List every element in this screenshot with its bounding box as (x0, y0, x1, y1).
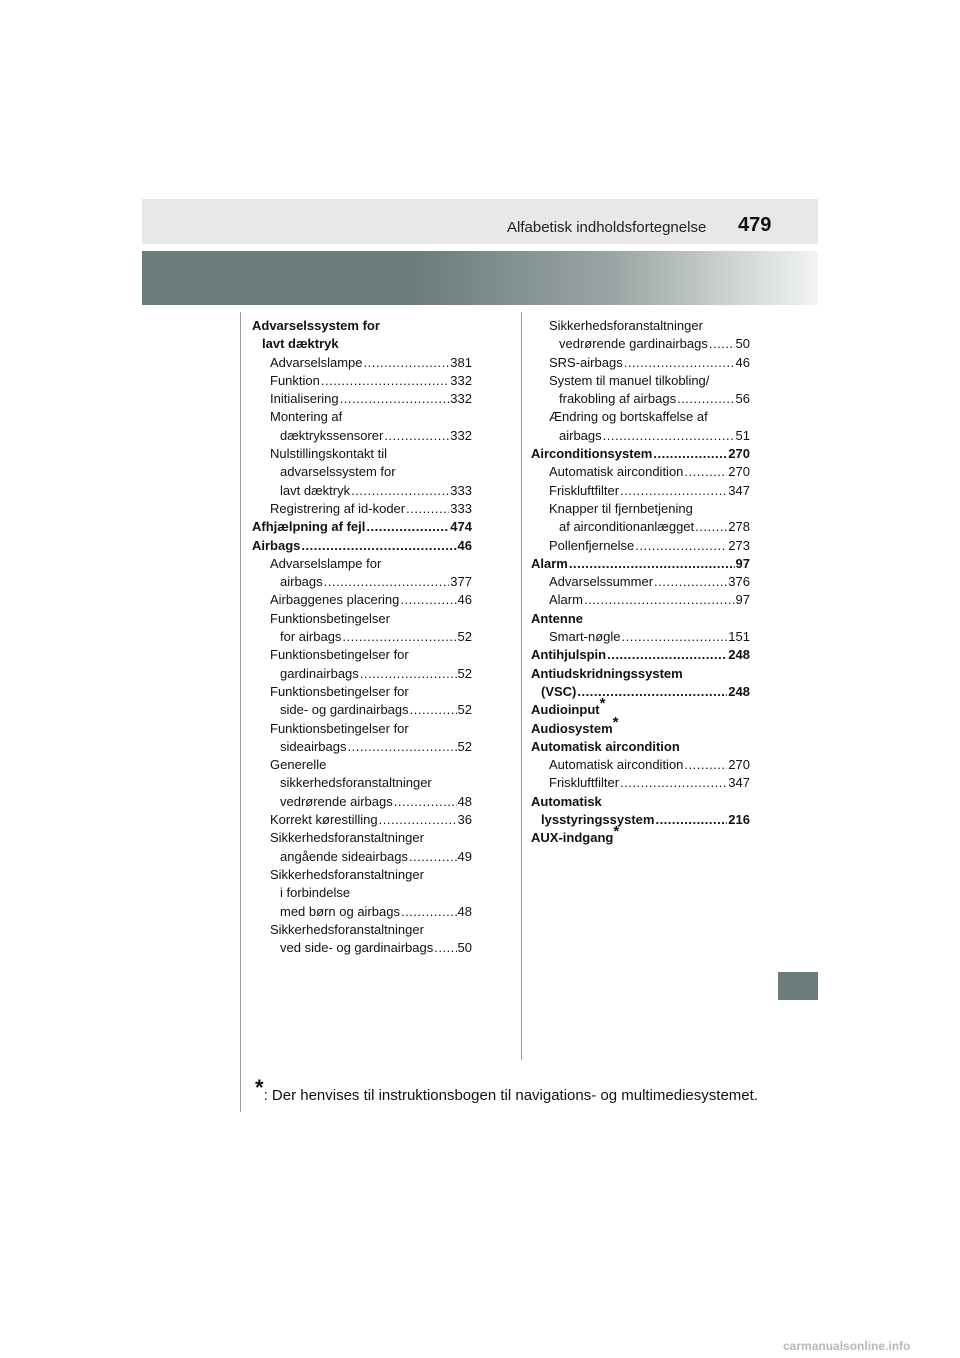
page-ref: 52 (457, 702, 472, 718)
index-entry (531, 774, 750, 792)
index-entry (531, 591, 750, 609)
dot-leader (607, 646, 727, 664)
index-heading (531, 793, 750, 811)
index-term: Airconditionsystem (531, 446, 653, 462)
index-term: Audioinput (531, 702, 600, 718)
page-ref: 270 (728, 446, 750, 462)
index-heading (531, 695, 750, 719)
dot-leader (409, 848, 457, 866)
page-ref: 51 (735, 427, 750, 443)
index-term: Automatisk aircondition (549, 464, 684, 480)
index-term: ved side- og gardinairbags (280, 940, 434, 956)
index-term: Funktionsbetingelser for (270, 683, 409, 699)
index-heading (252, 555, 472, 573)
dot-leader (654, 573, 727, 591)
index-entry (531, 518, 750, 536)
index-heading (252, 445, 472, 463)
footnote-marker: * (612, 713, 619, 731)
watermark: carmanualsonline.info (783, 1339, 911, 1353)
footnote-marker: * (613, 823, 620, 841)
dot-leader (384, 427, 449, 445)
dot-leader (364, 354, 450, 372)
index-term: Alarm (531, 555, 568, 571)
index-entry (531, 537, 750, 555)
header-bar (142, 199, 818, 244)
index-entry (252, 537, 472, 555)
index-heading (252, 610, 472, 628)
index-entry (252, 518, 472, 536)
page-ref: 332 (450, 372, 472, 388)
index-term: dæktrykssensorer (280, 427, 384, 443)
index-heading (252, 921, 472, 939)
left-rule (240, 312, 241, 1112)
index-heading (531, 823, 750, 847)
index-term: Sikkerhedsforanstaltninger (549, 318, 703, 333)
index-entry (252, 793, 472, 811)
chapter-tab (778, 972, 818, 1000)
page-ref: 36 (457, 812, 472, 828)
index-term: Advarselslampe for (270, 555, 382, 571)
index-heading (252, 463, 472, 481)
index-heading (531, 738, 750, 756)
index-entry (252, 848, 472, 866)
index-term: lavt dæktryk (280, 482, 351, 498)
page-ref: 52 (457, 665, 472, 681)
page-ref: 151 (728, 629, 750, 645)
index-heading (252, 408, 472, 426)
index-term: Antiudskridningssystem (531, 665, 683, 681)
dot-leader (351, 482, 449, 500)
index-term: Sikkerhedsforanstaltninger (270, 830, 424, 846)
index-term: Automatisk (531, 793, 602, 809)
index-entry (531, 445, 750, 463)
index-entry (531, 427, 750, 445)
dot-leader (695, 518, 727, 536)
page-ref: 347 (728, 482, 750, 498)
index-term: Antihjulspin (531, 647, 607, 663)
dot-leader (340, 390, 450, 408)
index-term: af airconditionanlægget (559, 519, 695, 535)
index-entry (531, 482, 750, 500)
index-entry (252, 372, 472, 390)
index-heading (252, 646, 472, 664)
page-ref: 248 (728, 647, 750, 663)
dot-leader (301, 537, 456, 555)
page-ref: 270 (728, 757, 750, 773)
page-ref: 52 (457, 629, 472, 645)
footnote (255, 1075, 758, 1104)
index-entry (531, 573, 750, 591)
index-heading (531, 408, 750, 426)
index-term: i forbindelse (280, 885, 351, 901)
index-term: sideairbags (280, 738, 347, 754)
page-ref: 270 (728, 464, 750, 480)
index-term: (VSC) (541, 683, 577, 699)
index-term: SRS-airbags (549, 354, 623, 370)
index-column-left (252, 317, 472, 957)
footnote-marker: * (599, 695, 606, 713)
index-term: AUX-indgang (531, 830, 614, 846)
index-entry (252, 591, 472, 609)
index-column-right (531, 317, 750, 848)
index-entry (531, 463, 750, 481)
dot-leader (620, 774, 727, 792)
index-heading (531, 372, 750, 390)
index-entry (531, 756, 750, 774)
page-ref: 46 (735, 354, 750, 370)
dot-leader (324, 573, 450, 591)
dot-leader (569, 555, 735, 573)
dot-leader (379, 811, 457, 829)
dot-leader (400, 591, 456, 609)
index-heading (531, 317, 750, 335)
page-ref: 48 (457, 793, 472, 809)
column-divider (521, 312, 522, 1060)
index-term: Sikkerhedsforanstaltninger (270, 921, 424, 937)
dot-leader (406, 500, 449, 518)
index-term: Smart-nøgle (549, 629, 621, 645)
dot-leader (624, 354, 735, 372)
index-term: side- og gardinairbags (280, 702, 409, 718)
page-ref: 216 (728, 812, 750, 828)
index-term: Antenne (531, 610, 583, 626)
index-term: vedrørende airbags (280, 793, 393, 809)
index-entry (531, 390, 750, 408)
index-term: Automatisk aircondition (549, 757, 684, 773)
dot-leader (684, 463, 727, 481)
index-entry (531, 646, 750, 664)
page-ref: 381 (450, 354, 472, 370)
index-term: gardinairbags (280, 665, 359, 681)
index-entry (252, 665, 472, 683)
dot-leader (342, 628, 456, 646)
index-term: Nulstillingskontakt til (270, 446, 388, 462)
index-term: Friskluftfilter (549, 775, 620, 791)
index-entry (252, 811, 472, 829)
index-term: Funktionsbetingelser (270, 610, 390, 626)
index-term: Registrering af id-koder (270, 500, 406, 516)
index-heading (531, 665, 750, 683)
index-entry (531, 811, 750, 829)
page-ref: 333 (450, 482, 472, 498)
dot-leader (684, 756, 727, 774)
dot-leader (348, 738, 457, 756)
index-entry (252, 939, 472, 957)
index-heading (252, 884, 472, 902)
index-term: for airbags (280, 629, 342, 645)
index-entry (531, 335, 750, 353)
page-ref: 97 (735, 592, 750, 608)
index-term: airbags (559, 427, 602, 443)
index-entry (531, 555, 750, 573)
index-term: Knapper til fjernbetjening (549, 500, 693, 516)
dot-leader (677, 390, 734, 408)
index-entry (252, 628, 472, 646)
dot-leader (653, 445, 727, 463)
dot-leader (360, 665, 457, 683)
dot-leader (622, 628, 728, 646)
index-entry (252, 482, 472, 500)
page-ref: 332 (450, 427, 472, 443)
index-term: sikkerhedsforanstaltninger (280, 775, 432, 791)
index-entry (252, 500, 472, 518)
index-heading (252, 683, 472, 701)
index-heading (252, 829, 472, 847)
footnote-star: * (255, 1075, 264, 1100)
dot-leader (394, 793, 457, 811)
index-heading (252, 720, 472, 738)
index-heading (252, 774, 472, 792)
index-term: Funktionsbetingelser for (270, 720, 409, 736)
index-entry (252, 738, 472, 756)
index-term: airbags (280, 574, 323, 590)
index-term: lavt dæktryk (262, 336, 339, 352)
page-ref: 50 (735, 336, 750, 352)
page-ref: 52 (457, 738, 472, 754)
dot-leader (655, 811, 727, 829)
index-entry (531, 354, 750, 372)
index-entry (252, 390, 472, 408)
index-term: Pollenfjernelse (549, 537, 635, 553)
footnote-text: : Der henvises til instruktionsbogen til navigations- og multimediesystemet. (263, 1087, 758, 1104)
dot-leader (321, 372, 449, 390)
index-entry (252, 354, 472, 372)
index-term: lysstyringssystem (541, 812, 655, 828)
page-ref: 46 (457, 537, 472, 553)
decorative-band (142, 251, 818, 305)
index-heading (531, 610, 750, 628)
dot-leader (401, 903, 457, 921)
dot-leader (584, 591, 735, 609)
dot-leader (603, 427, 735, 445)
page-ref: 273 (728, 537, 750, 553)
dot-leader (635, 537, 727, 555)
index-term: Montering af (270, 409, 343, 425)
index-entry (252, 573, 472, 591)
page-ref: 333 (450, 500, 472, 516)
page-ref: 248 (728, 683, 750, 699)
page-ref: 278 (728, 519, 750, 535)
index-term: Ændring og bortskaffelse af (549, 409, 708, 425)
page-ref: 347 (728, 775, 750, 791)
index-term: med børn og airbags (280, 903, 400, 919)
index-term: Generelle (270, 757, 327, 773)
index-heading (252, 335, 472, 353)
index-term: Advarselslampe (270, 354, 363, 370)
page-ref: 332 (450, 391, 472, 407)
page-ref: 46 (457, 592, 472, 608)
page-ref: 48 (457, 903, 472, 919)
index-term: Funktionsbetingelser for (270, 647, 409, 663)
index-entry (252, 701, 472, 719)
index-term: Initialisering (270, 391, 339, 407)
index-term: Afhjælpning af fejl (252, 519, 366, 535)
index-entry (252, 903, 472, 921)
dot-leader (620, 482, 727, 500)
index-heading (252, 756, 472, 774)
index-term: Advarselssummer (549, 574, 654, 590)
index-term: Funktion (270, 372, 320, 388)
index-term: Alarm (549, 592, 583, 608)
page-ref: 474 (450, 519, 472, 535)
page-ref: 377 (450, 574, 472, 590)
section-title: Alfabetisk indholdsfortegnelse (507, 219, 707, 236)
index-term: Friskluftfilter (549, 482, 620, 498)
page-number: 479 (738, 214, 772, 236)
page-ref: 97 (735, 555, 750, 571)
index-term: Advarselssystem for (252, 318, 380, 333)
dot-leader (709, 335, 735, 353)
index-term: advarselssystem for (280, 464, 396, 480)
page-ref: 56 (735, 391, 750, 407)
index-heading (531, 500, 750, 518)
index-term: Automatisk aircondition (531, 738, 680, 754)
page-ref: 49 (457, 848, 472, 864)
index-heading (252, 317, 472, 335)
index-term: Airbaggenes placering (270, 592, 400, 608)
dot-leader (366, 518, 449, 536)
index-entry (531, 683, 750, 701)
index-term: Sikkerhedsforanstaltninger (270, 866, 424, 882)
index-entry (531, 628, 750, 646)
page-ref: 376 (728, 574, 750, 590)
index-heading (531, 713, 750, 738)
index-term: frakobling af airbags (559, 391, 677, 407)
index-term: angående sideairbags (280, 848, 408, 864)
index-term: Korrekt kørestilling (270, 812, 378, 828)
index-term: System til manuel tilkobling/ (549, 372, 710, 388)
page-ref: 50 (457, 940, 472, 956)
index-heading (252, 866, 472, 884)
index-entry (252, 427, 472, 445)
index-term: Audiosystem (531, 720, 613, 736)
index-term: Airbags (252, 537, 301, 553)
index-term: vedrørende gardinairbags (559, 336, 708, 352)
dot-leader (434, 939, 456, 957)
dot-leader (410, 701, 457, 719)
